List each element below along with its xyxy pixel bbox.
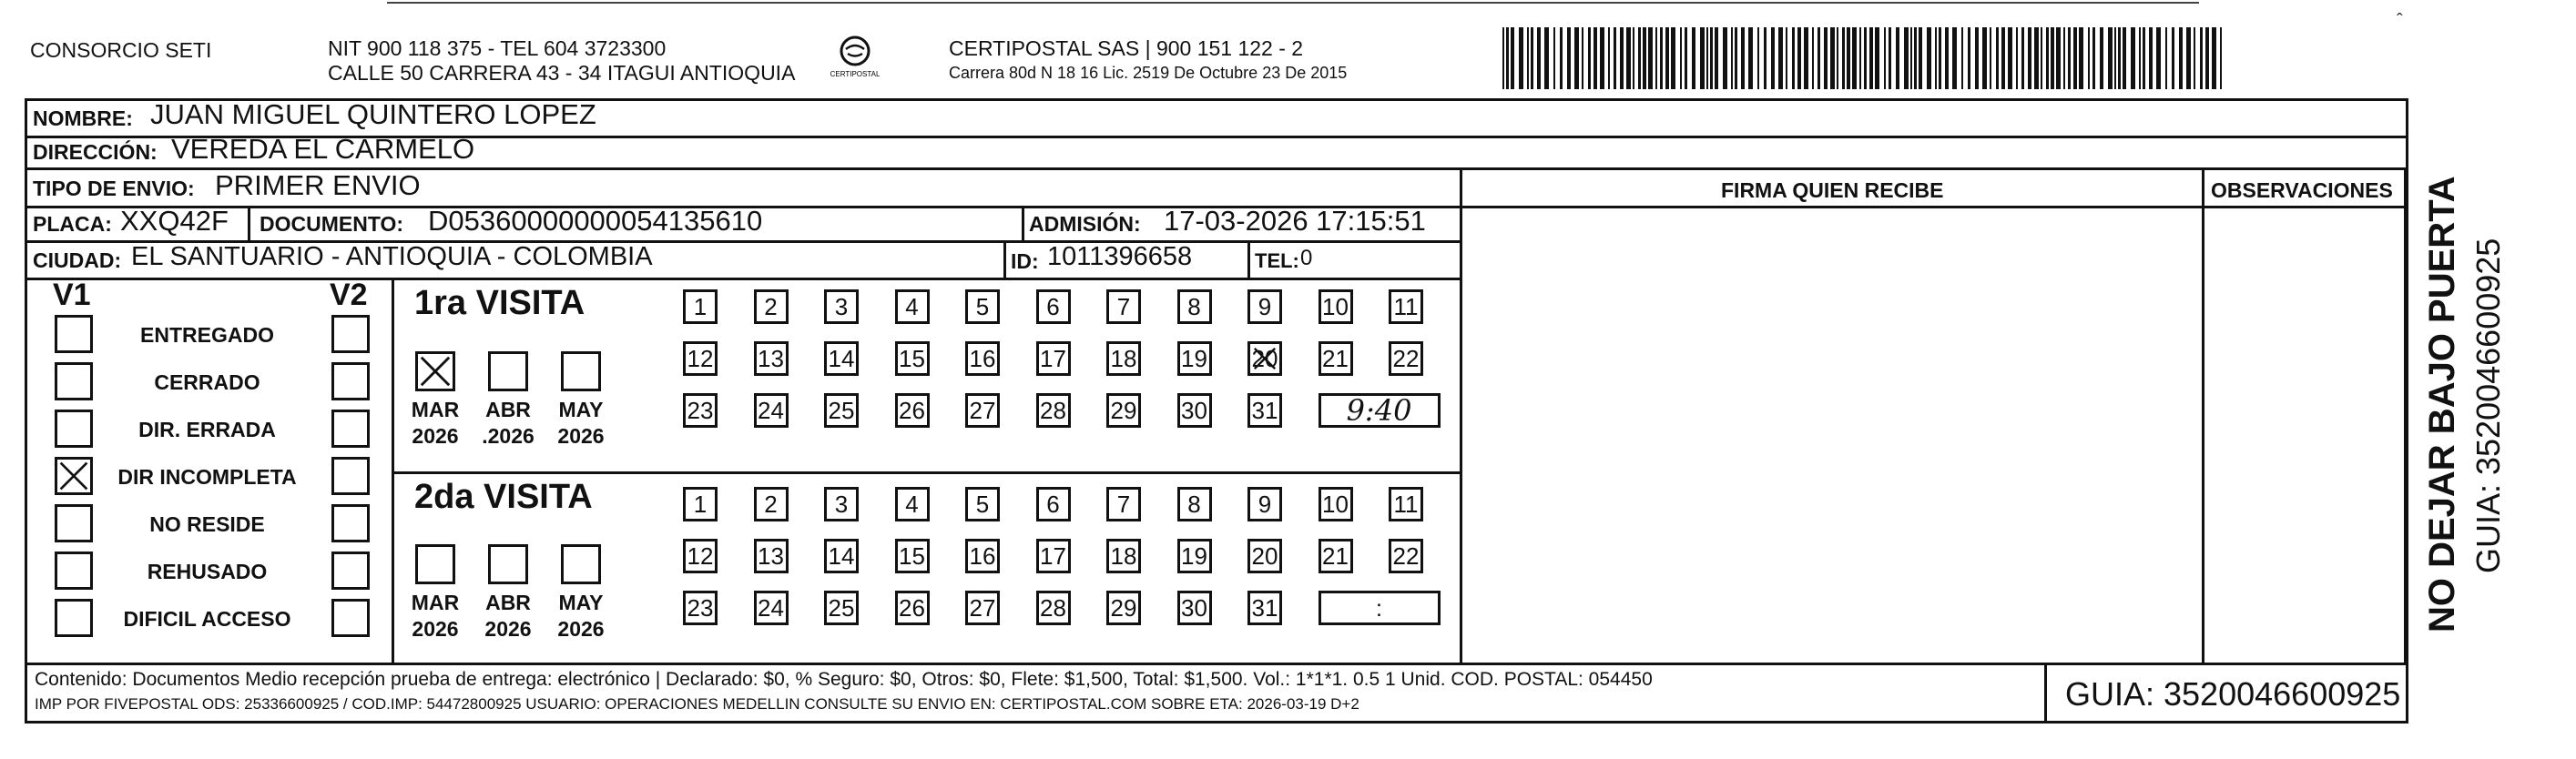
- barcode-bar: [2073, 27, 2077, 89]
- visit1-day[interactable]: 6: [1036, 289, 1071, 324]
- barcode-bar: [1574, 27, 1579, 89]
- certipostal-line2: Carrera 80d N 18 16 Lic. 2519 De Octubre 23 De 2015: [949, 64, 1348, 82]
- barcode-bar: [1904, 27, 1909, 89]
- id-value: 1011396658: [1047, 242, 1193, 271]
- barcode-bar: [1567, 27, 1571, 89]
- ciudad-label: CIUDAD:: [33, 248, 122, 272]
- v1-checkbox[interactable]: [55, 457, 93, 495]
- status-label: ENTREGADO: [140, 323, 274, 347]
- visit2-day[interactable]: 16: [965, 539, 1000, 573]
- admision-label: ADMISIÓN:: [1029, 212, 1141, 236]
- footer-contenido: Contenido: Documentos Medio recepción prueba de entrega: electrónico | Declarado: $0, % Seguro: $0, Otros: $0, Flete: $1,500, Total: $1,500. Vol.: 1*1*1. 0.5 1 Unid. COD. POSTAL: 054450: [35, 669, 1653, 690]
- barcode-bar: [1982, 27, 1987, 89]
- visit2-day[interactable]: 23: [683, 591, 718, 625]
- tipo-envio-value: PRIMER ENVIO: [215, 169, 421, 201]
- firma-header: FIRMA QUIEN RECIBE: [1721, 178, 1944, 202]
- barcode-bar: [1764, 27, 1767, 89]
- visit1-day[interactable]: 9: [1247, 289, 1282, 324]
- visit1-day[interactable]: 13: [754, 341, 789, 376]
- month-checkbox[interactable]: [488, 351, 528, 391]
- footer-imp: IMP POR FIVEPOSTAL ODS: 25336600925 / COD.IMP: 54472800925 USUARIO: OPERACIONES MEDELLIN CONSULTE SU ENVIO EN: CERTIPOSTAL.COM SOBRE ETA: 2026-03-19 D+2: [35, 695, 1359, 713]
- visit2-day[interactable]: 22: [1389, 539, 1423, 573]
- tel-value: 0: [1300, 246, 1313, 270]
- barcode-bar: [1830, 27, 1835, 89]
- visit1-day[interactable]: 22: [1389, 341, 1423, 376]
- visit1-day[interactable]: 17: [1036, 341, 1071, 376]
- barcode-bar: [1671, 27, 1675, 89]
- barcode-bar: [2156, 27, 2161, 89]
- barcode-bar: [1884, 27, 1886, 89]
- barcode-bar: [1715, 27, 1718, 89]
- barcode-bar: [1778, 27, 1783, 89]
- visit1-day[interactable]: 2: [754, 289, 789, 324]
- month-checkbox[interactable]: [488, 544, 528, 584]
- barcode-bar: [1685, 27, 1687, 89]
- barcode-bar: [1792, 27, 1795, 89]
- barcode-bar: [1996, 27, 1999, 89]
- barcode-bar: [1614, 27, 1616, 89]
- barcode-bar: [1560, 27, 1563, 89]
- barcode-bar: [1582, 27, 1583, 89]
- visit2-day[interactable]: 13: [754, 539, 789, 573]
- barcode-bar: [1817, 27, 1820, 89]
- visit1-day[interactable]: 29: [1106, 393, 1141, 428]
- barcode-bar: [1804, 27, 1808, 89]
- barcode-bar: [2114, 27, 2116, 89]
- address-line: CALLE 50 CARRERA 43 - 34 ITAGUI ANTIOQUIA: [328, 61, 796, 85]
- visit1-day[interactable]: 8: [1177, 289, 1212, 324]
- status-label: NO RESIDE: [149, 512, 265, 536]
- month-checkbox[interactable]: [561, 351, 601, 391]
- month-label: MAR 2026: [411, 591, 460, 641]
- barcode-bar: [2001, 27, 2005, 89]
- visit1-day[interactable]: 19: [1177, 341, 1212, 376]
- barcode-bar: [2108, 27, 2113, 89]
- barcode-bar: [2212, 27, 2216, 89]
- v2-checkbox[interactable]: [331, 362, 370, 400]
- barcode-bar: [1710, 27, 1713, 89]
- v1-checkbox[interactable]: [55, 552, 93, 590]
- barcode-bar: [1741, 27, 1745, 89]
- barcode-bar: [1812, 27, 1814, 89]
- barcode-bar: [1638, 27, 1641, 89]
- v1-checkbox[interactable]: [55, 504, 93, 542]
- month-label: MAY 2026: [557, 591, 605, 641]
- barcode-bar: [2088, 27, 2090, 89]
- visit1-day[interactable]: 30: [1177, 393, 1212, 428]
- status-label: DIFICIL ACCESO: [123, 607, 291, 631]
- visit1-day[interactable]: 31: [1247, 393, 1282, 428]
- footer-guia: GUIA: 3520046600925: [2065, 675, 2401, 713]
- barcode-bar: [1692, 27, 1695, 89]
- v2-checkbox[interactable]: [331, 457, 370, 495]
- barcode-bar: [2139, 27, 2141, 89]
- visit1-day[interactable]: 10: [1319, 289, 1353, 324]
- barcode-bar: [1952, 27, 1957, 89]
- month-label: ABR .2026: [482, 398, 535, 448]
- visit2-title: 2da VISITA: [414, 478, 593, 516]
- barcode-bar: [1847, 27, 1850, 89]
- barcode-bar: [1771, 27, 1775, 89]
- visit2-day[interactable]: 10: [1319, 487, 1353, 521]
- barcode-bar: [2046, 27, 2049, 89]
- visit1-day[interactable]: 11: [1389, 289, 1423, 324]
- barcode-bar: [1797, 27, 1801, 89]
- barcode-bar: [1620, 27, 1624, 89]
- visit1-day[interactable]: 28: [1036, 393, 1071, 428]
- v1-checkbox[interactable]: [55, 410, 93, 448]
- barcode-bar: [2016, 27, 2018, 89]
- v2-checkbox[interactable]: [331, 315, 370, 353]
- barcode-bar: [1680, 27, 1682, 89]
- documento-value: D05360000000054135610: [428, 205, 763, 237]
- visit1-day[interactable]: 27: [965, 393, 1000, 428]
- barcode-bar: [1896, 27, 1899, 89]
- id-label: ID:: [1011, 249, 1039, 273]
- barcode-bar: [2118, 27, 2121, 89]
- month-checkbox[interactable]: [415, 544, 455, 584]
- month-checkbox[interactable]: [561, 544, 601, 584]
- barcode-bar: [2205, 27, 2209, 89]
- barcode-bar: [1735, 27, 1737, 89]
- visit2-day[interactable]: 11: [1389, 487, 1423, 521]
- barcode-bar: [1665, 27, 1669, 89]
- barcode-bar: [1700, 27, 1705, 89]
- barcode-bar: [2194, 27, 2195, 89]
- v1-label: V1: [53, 278, 91, 312]
- barcode-bar: [1723, 27, 1727, 89]
- barcode: [1502, 27, 2226, 89]
- barcode-bar: [1553, 27, 1555, 89]
- svg-text:CERTIPOSTAL: CERTIPOSTAL: [830, 70, 880, 78]
- placa-label: PLACA:: [33, 212, 112, 236]
- visit1-day[interactable]: 1: [683, 289, 718, 324]
- barcode-bar: [1511, 27, 1514, 89]
- visit1-day[interactable]: 3: [824, 289, 859, 324]
- visit2-day[interactable]: 9: [1247, 487, 1282, 521]
- visit2-day[interactable]: 18: [1106, 539, 1141, 573]
- barcode-bar: [2092, 27, 2095, 89]
- barcode-bar: [1626, 27, 1631, 89]
- barcode-bar: [2079, 27, 2083, 89]
- barcode-bar: [2063, 27, 2065, 89]
- direccion-value: VEREDA EL CARMELO: [171, 133, 475, 165]
- barcode-bar: [1748, 27, 1753, 89]
- barcode-bar: [2056, 27, 2061, 89]
- side-warning: NO DEJAR BAJO PUERTA: [2422, 176, 2462, 632]
- v2-checkbox[interactable]: [331, 552, 370, 590]
- barcode-bar: [1731, 27, 1733, 89]
- visit2-day[interactable]: 5: [965, 487, 1000, 521]
- barcode-bar: [2149, 27, 2153, 89]
- status-label: DIR. ERRADA: [138, 418, 276, 441]
- nombre-label: NOMBRE:: [33, 106, 133, 130]
- visit2-day[interactable]: 3: [824, 487, 859, 521]
- barcode-bar: [1852, 27, 1857, 89]
- barcode-bar: [2021, 27, 2024, 89]
- barcode-bar: [1824, 27, 1828, 89]
- visit2-day[interactable]: 30: [1177, 591, 1212, 625]
- barcode-bar: [1593, 27, 1597, 89]
- month-label: MAY 2026: [557, 398, 605, 448]
- documento-label: DOCUMENTO:: [260, 212, 404, 236]
- barcode-bar: [2186, 27, 2191, 89]
- barcode-bar: [1502, 27, 1504, 89]
- company-name: CONSORCIO SETI: [30, 38, 212, 62]
- barcode-bar: [2200, 27, 2203, 89]
- barcode-bar: [1990, 27, 1991, 89]
- barcode-bar: [1527, 27, 1529, 89]
- certipostal-logo: [830, 33, 880, 84]
- barcode-bar: [1531, 27, 1533, 89]
- barcode-bar: [1945, 27, 1949, 89]
- barcode-bar: [1600, 27, 1604, 89]
- corner-mark: ˆ: [2397, 11, 2403, 31]
- visit1-day[interactable]: 14: [824, 341, 859, 376]
- v2-checkbox[interactable]: [331, 599, 370, 637]
- barcode-bar: [2034, 27, 2039, 89]
- visit2-day[interactable]: 8: [1177, 487, 1212, 521]
- visit1-day[interactable]: 26: [895, 393, 930, 428]
- barcode-bar: [1757, 27, 1759, 89]
- barcode-bar: [2051, 27, 2054, 89]
- status-label: DIR INCOMPLETA: [117, 465, 297, 489]
- barcode-bar: [2028, 27, 2031, 89]
- v1-checkbox[interactable]: [55, 362, 93, 400]
- barcode-bar: [1864, 27, 1867, 89]
- visit1-day[interactable]: 7: [1106, 289, 1141, 324]
- visit1-day[interactable]: 18: [1106, 341, 1141, 376]
- side-guia: GUIA: 3520046600925: [2469, 238, 2507, 573]
- visit2-day[interactable]: 29: [1106, 591, 1141, 625]
- visit1-day[interactable]: 16: [965, 341, 1000, 376]
- tipo-envio-label: TIPO DE ENVIO:: [33, 177, 195, 200]
- visit2-day[interactable]: 7: [1106, 487, 1141, 521]
- status-label: CERRADO: [154, 370, 260, 394]
- barcode-bar: [1519, 27, 1523, 89]
- barcode-bar: [1859, 27, 1861, 89]
- barcode-bar: [1506, 27, 1509, 89]
- v2-checkbox[interactable]: [331, 410, 370, 448]
- barcode-bar: [1939, 27, 1941, 89]
- ciudad-value: EL SANTUARIO - ANTIOQUIA - COLOMBIA: [131, 242, 653, 271]
- visit1-day[interactable]: 25: [824, 393, 859, 428]
- visit2-day[interactable]: 6: [1036, 487, 1071, 521]
- barcode-bar: [2179, 27, 2183, 89]
- visit2-day[interactable]: 1: [683, 487, 718, 521]
- barcode-bar: [1648, 27, 1653, 89]
- direccion-label: DIRECCIÓN:: [33, 140, 158, 164]
- barcode-bar: [1786, 27, 1787, 89]
- barcode-bar: [1875, 27, 1879, 89]
- admision-value: 17-03-2026 17:15:51: [1164, 205, 1426, 237]
- barcode-bar: [1643, 27, 1646, 89]
- barcode-bar: [1588, 27, 1591, 89]
- v2-label: V2: [330, 278, 368, 312]
- visit2-day[interactable]: 26: [895, 591, 930, 625]
- barcode-bar: [2008, 27, 2012, 89]
- nit-line: NIT 900 118 375 - TEL 604 3723300: [328, 36, 667, 60]
- barcode-bar: [1889, 27, 1891, 89]
- barcode-bar: [2123, 27, 2126, 89]
- tel-label: TEL:: [1255, 249, 1299, 272]
- visit1-day[interactable]: 5: [965, 289, 1000, 324]
- visit2-day[interactable]: 24: [754, 591, 789, 625]
- v1-checkbox[interactable]: [55, 315, 93, 353]
- barcode-bar: [1633, 27, 1634, 89]
- barcode-bar: [1537, 27, 1541, 89]
- barcode-bar: [1660, 27, 1663, 89]
- barcode-bar: [1837, 27, 1838, 89]
- barcode-bar: [1914, 27, 1917, 89]
- barcode-bar: [1919, 27, 1922, 89]
- barcode-bar: [1544, 27, 1549, 89]
- barcode-bar: [2165, 27, 2167, 89]
- month-checkbox[interactable]: [415, 351, 455, 391]
- visit1-day[interactable]: 4: [895, 289, 930, 324]
- certipostal-line1: CERTIPOSTAL SAS | 900 151 122 - 2: [949, 36, 1304, 60]
- visit2-day[interactable]: 4: [895, 487, 930, 521]
- nombre-value: JUAN MIGUEL QUINTERO LOPEZ: [150, 98, 596, 130]
- visit2-day[interactable]: 25: [824, 591, 859, 625]
- barcode-bar: [1975, 27, 1979, 89]
- visit2-day[interactable]: 28: [1036, 591, 1071, 625]
- visit1-day[interactable]: 23: [683, 393, 718, 428]
- visit2-day[interactable]: 14: [824, 539, 859, 573]
- visit2-day[interactable]: 17: [1036, 539, 1071, 573]
- visit2-day[interactable]: 19: [1177, 539, 1212, 573]
- barcode-bar: [2143, 27, 2145, 89]
- barcode-bar: [2100, 27, 2103, 89]
- visit1-title: 1ra VISITA: [414, 284, 585, 322]
- visit1-day[interactable]: 15: [895, 341, 930, 376]
- status-label: REHUSADO: [147, 560, 268, 583]
- barcode-bar: [1910, 27, 1912, 89]
- barcode-bar: [1935, 27, 1937, 89]
- visit1-day[interactable]: 21: [1319, 341, 1353, 376]
- barcode-bar: [2041, 27, 2042, 89]
- visit1-day[interactable]: 12: [683, 341, 718, 376]
- barcode-bar: [2220, 27, 2222, 89]
- barcode-bar: [2068, 27, 2071, 89]
- v1-checkbox[interactable]: [55, 599, 93, 637]
- visit2-day[interactable]: 20: [1247, 539, 1282, 573]
- barcode-bar: [2131, 27, 2135, 89]
- observaciones-header: OBSERVACIONES: [2211, 178, 2393, 202]
- barcode-bar: [1655, 27, 1657, 89]
- visit1-day[interactable]: 24: [754, 393, 789, 428]
- visit1-time-field[interactable]: 9:40: [1319, 393, 1441, 428]
- barcode-bar: [1842, 27, 1845, 89]
- placa-value: XXQ42F: [120, 205, 229, 237]
- month-label: ABR 2026: [484, 591, 532, 641]
- barcode-bar: [1961, 27, 1963, 89]
- barcode-bar: [2172, 27, 2174, 89]
- visit1-day[interactable]: 20: [1247, 341, 1282, 376]
- v2-checkbox[interactable]: [331, 504, 370, 542]
- visit2-day[interactable]: 15: [895, 539, 930, 573]
- barcode-bar: [1608, 27, 1610, 89]
- visit2-day[interactable]: 12: [683, 539, 718, 573]
- visit2-day[interactable]: 21: [1319, 539, 1353, 573]
- barcode-bar: [1927, 27, 1931, 89]
- visit2-day[interactable]: 2: [754, 487, 789, 521]
- visit2-day[interactable]: 27: [965, 591, 1000, 625]
- month-label: MAR 2026: [411, 398, 460, 448]
- barcode-bar: [1706, 27, 1708, 89]
- visit2-time-field[interactable]: :: [1319, 591, 1441, 625]
- barcode-bar: [1869, 27, 1873, 89]
- barcode-bar: [1968, 27, 1970, 89]
- visit2-day[interactable]: 31: [1247, 591, 1282, 625]
